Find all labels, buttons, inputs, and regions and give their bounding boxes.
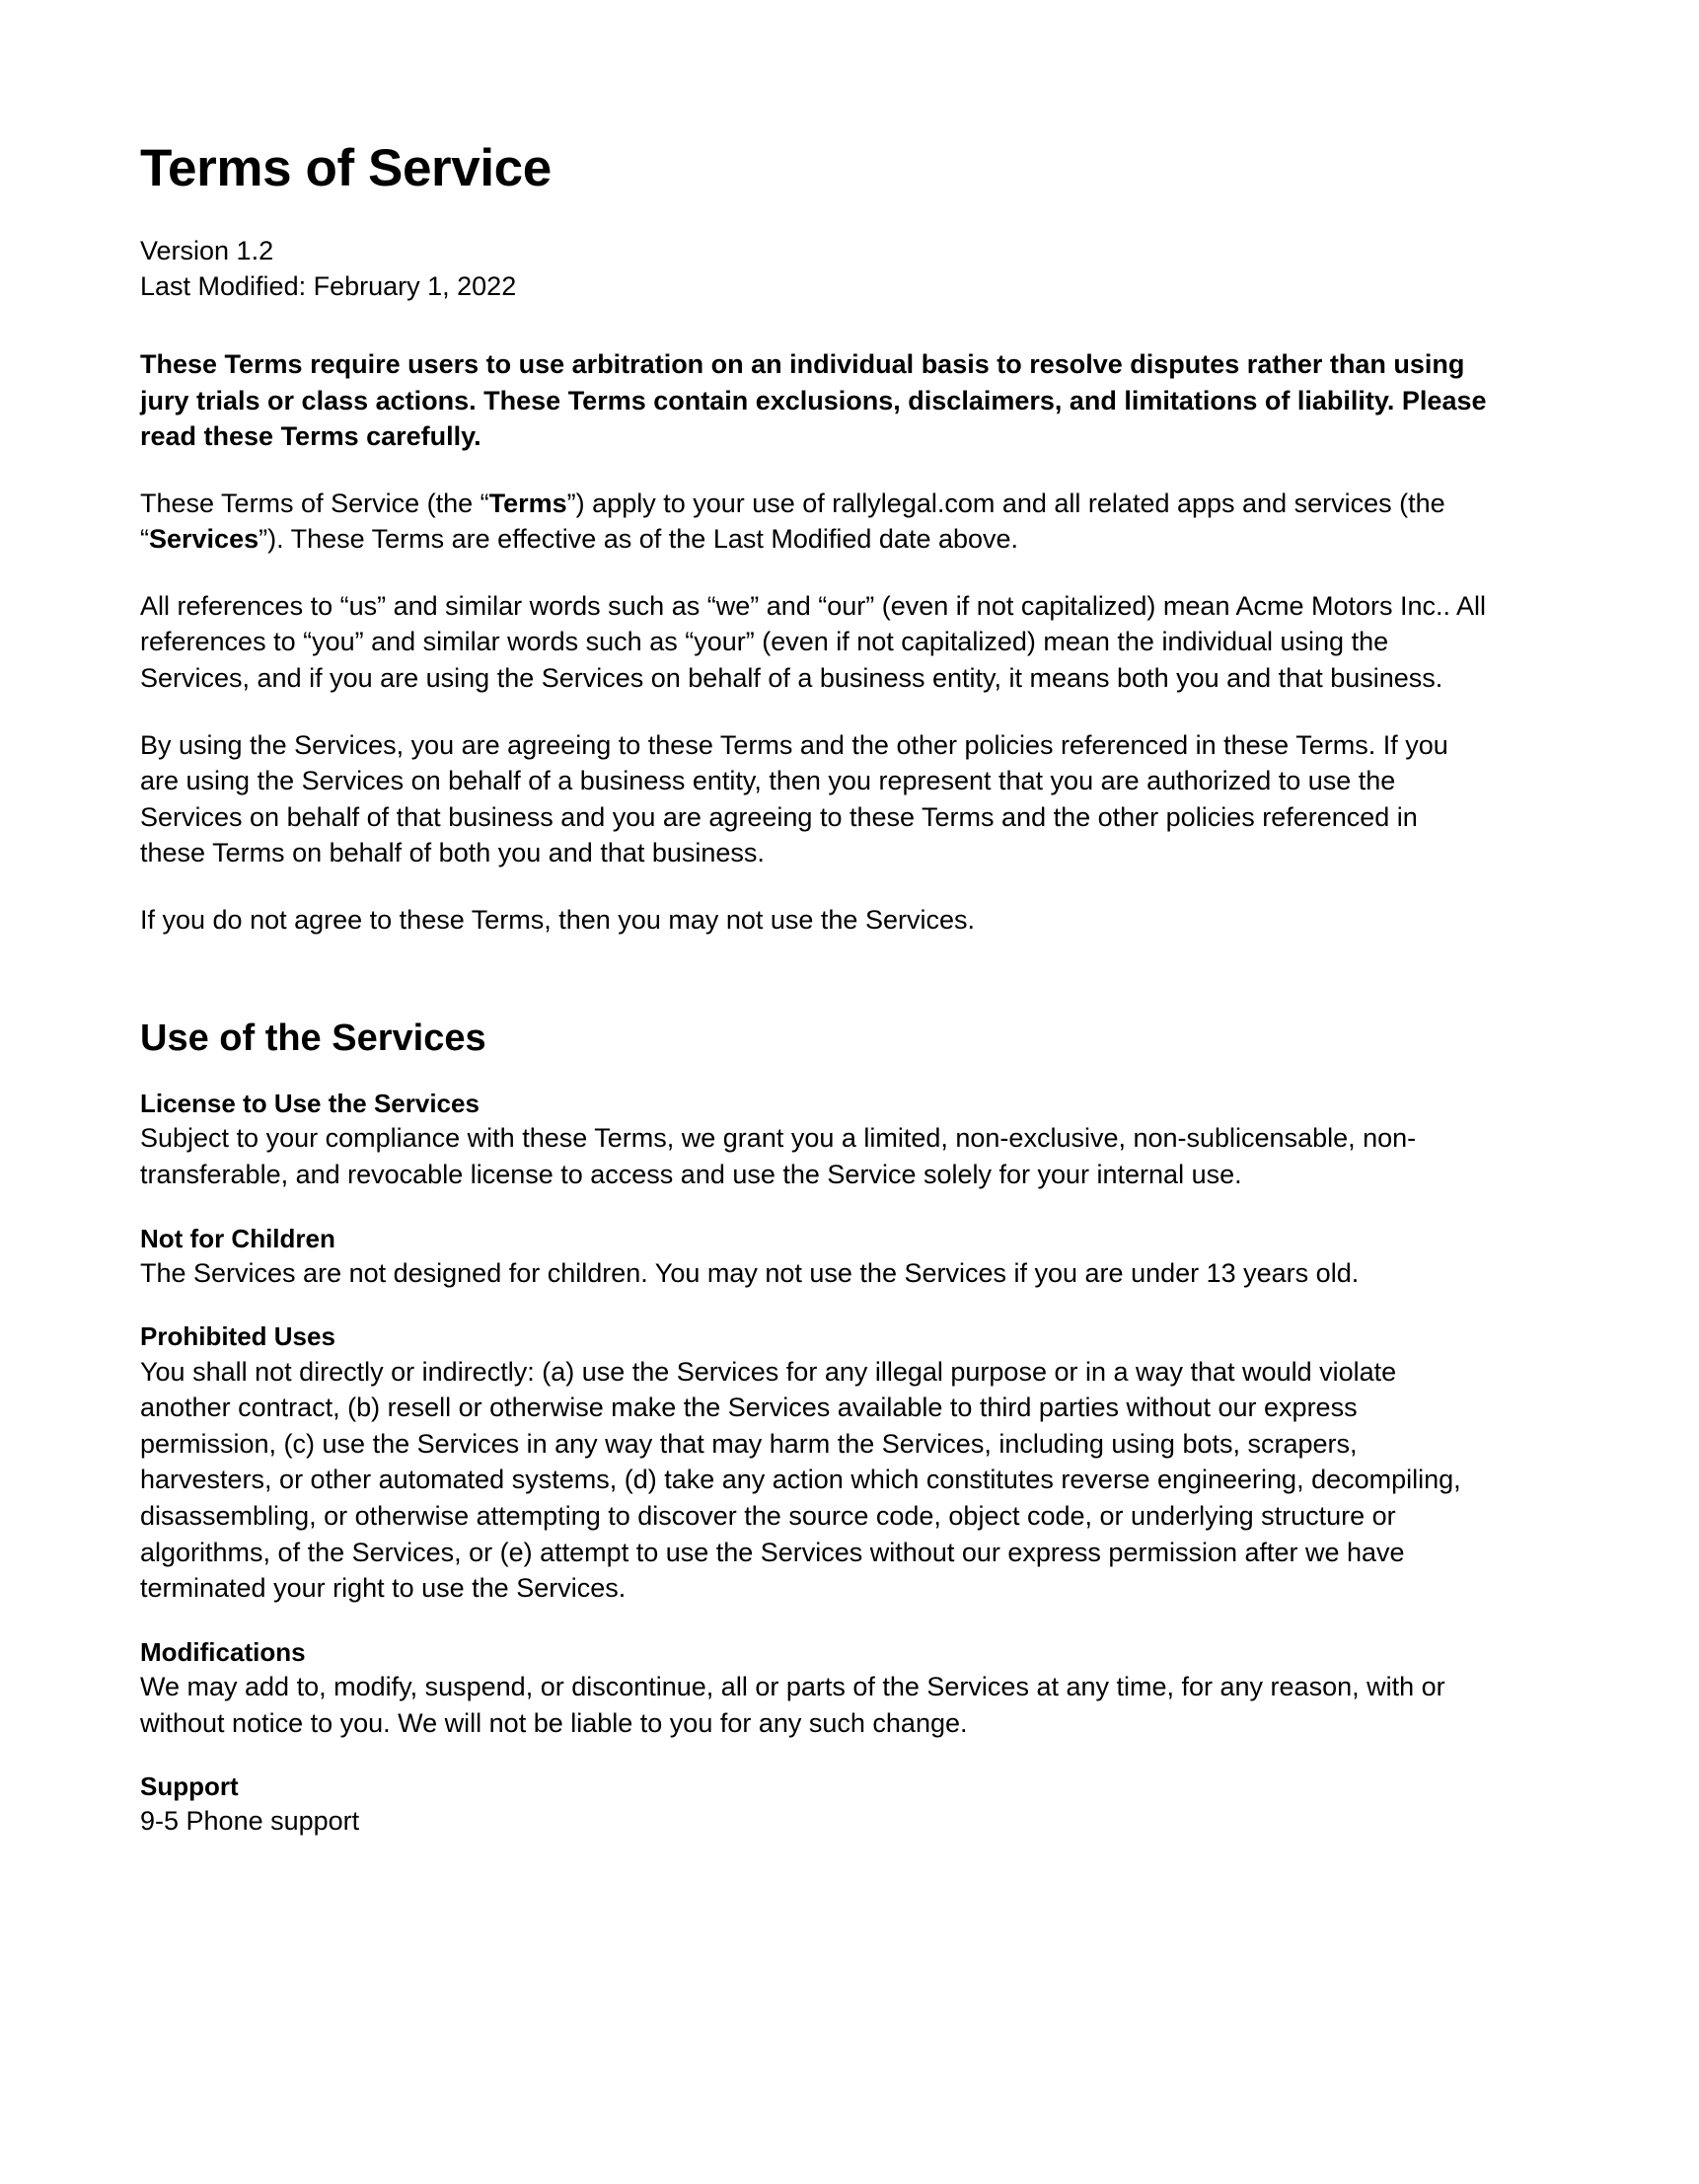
subsection-body-prohibited-uses: You shall not directly or indirectly: (a) use the Services for any illegal purpose or in a way that would violate another contract, (b) resell or otherwise make the Services available to third parties without our express permission, (c) use the Services in any way that may harm the Services, including using bots, scrapers, harvesters, or other automated systems, (d) take any action which constitutes reverse engineering, decompiling, disassembling, or otherwise attempting to discover the source code, object code, or underlying structure or algorithms, of the Services, or (e) attempt to use the Services without our express permission after we have terminated your right to use the Services.: [140, 1356, 1461, 1604]
subsection-body-not-for-children: The Services are not designed for children. You may not use the Services if you are under 13 years old.: [140, 1257, 1360, 1288]
subsection-modifications: [140, 1636, 1490, 1741]
subsection-heading-license: License to Use the Services: [140, 1089, 480, 1119]
page-title: Terms of Service: [140, 139, 552, 197]
arbitration-notice-paragraph: These Terms require users to use arbitration on an individual basis to resolve disputes rather than using jury trials or class actions. These Terms contain exclusions, disclaimers, and limitations of liability. Please read these Terms carefully.: [140, 348, 1487, 452]
subsection-not-for-children: [140, 1223, 1490, 1292]
disagreement-paragraph: If you do not agree to these Terms, then you may not use the Services.: [140, 904, 975, 935]
subsection-prohibited-uses: [140, 1320, 1490, 1606]
section-heading-use-of-the-services: Use of the Services: [140, 1017, 486, 1059]
subsection-body-license: Subject to your compliance with these Terms, we grant you a limited, non-exclusive, non-sublicensable, non-transferable, and revocable license to access and use the Service solely for your internal use.: [140, 1123, 1417, 1190]
subsection-heading-modifications: Modifications: [140, 1636, 306, 1667]
document-body: [140, 0, 1490, 1840]
version-label: Version 1.2: [140, 236, 274, 266]
subsection-heading-prohibited-uses: Prohibited Uses: [140, 1321, 335, 1352]
subsection-support: [140, 1770, 1490, 1840]
references-paragraph: All references to “us” and similar words such as “we” and “our” (even if not capitalized) mean Acme Motors Inc.. All references to “you” and similar words such as “your” (even if not capitalized) mean the individual using the Services, and if you are using the Services on behalf of a business entity, it means both you and that business.: [140, 590, 1487, 694]
subsection-body-support: 9-5 Phone support: [140, 1806, 360, 1837]
document-metadata: [140, 234, 1490, 305]
defined-term-terms: Terms: [488, 488, 567, 518]
subsection-license: [140, 1088, 1490, 1192]
subsection-heading-not-for-children: Not for Children: [140, 1223, 335, 1253]
definitions-text-pre: These Terms of Service (the “: [140, 488, 489, 518]
defined-term-services: Services: [149, 524, 259, 555]
definitions-text-post: ”). These Terms are effective as of the Last Modified date above.: [259, 524, 1019, 555]
definitions-text-mid: ”) apply to your use of rallylegal.com and all related apps and services (the “: [140, 488, 1445, 555]
definitions-paragraph: [140, 486, 1490, 558]
subsection-heading-support: Support: [140, 1771, 239, 1802]
last-modified-label: Last Modified: February 1, 2022: [140, 271, 517, 302]
agreement-paragraph: By using the Services, you are agreeing to these Terms and the other policies referenced in these Terms. If you are using the Services on behalf of a business entity, then you represent that you are authorized to use the Services on behalf of that business and you are agreeing to these Terms and the other policies referenced in these Terms on behalf of both you and that business.: [140, 729, 1448, 868]
subsection-body-modifications: We may add to, modify, suspend, or discontinue, all or parts of the Services at any time, for any reason, with or without notice to you. We will not be liable to you for any such change.: [140, 1672, 1445, 1738]
